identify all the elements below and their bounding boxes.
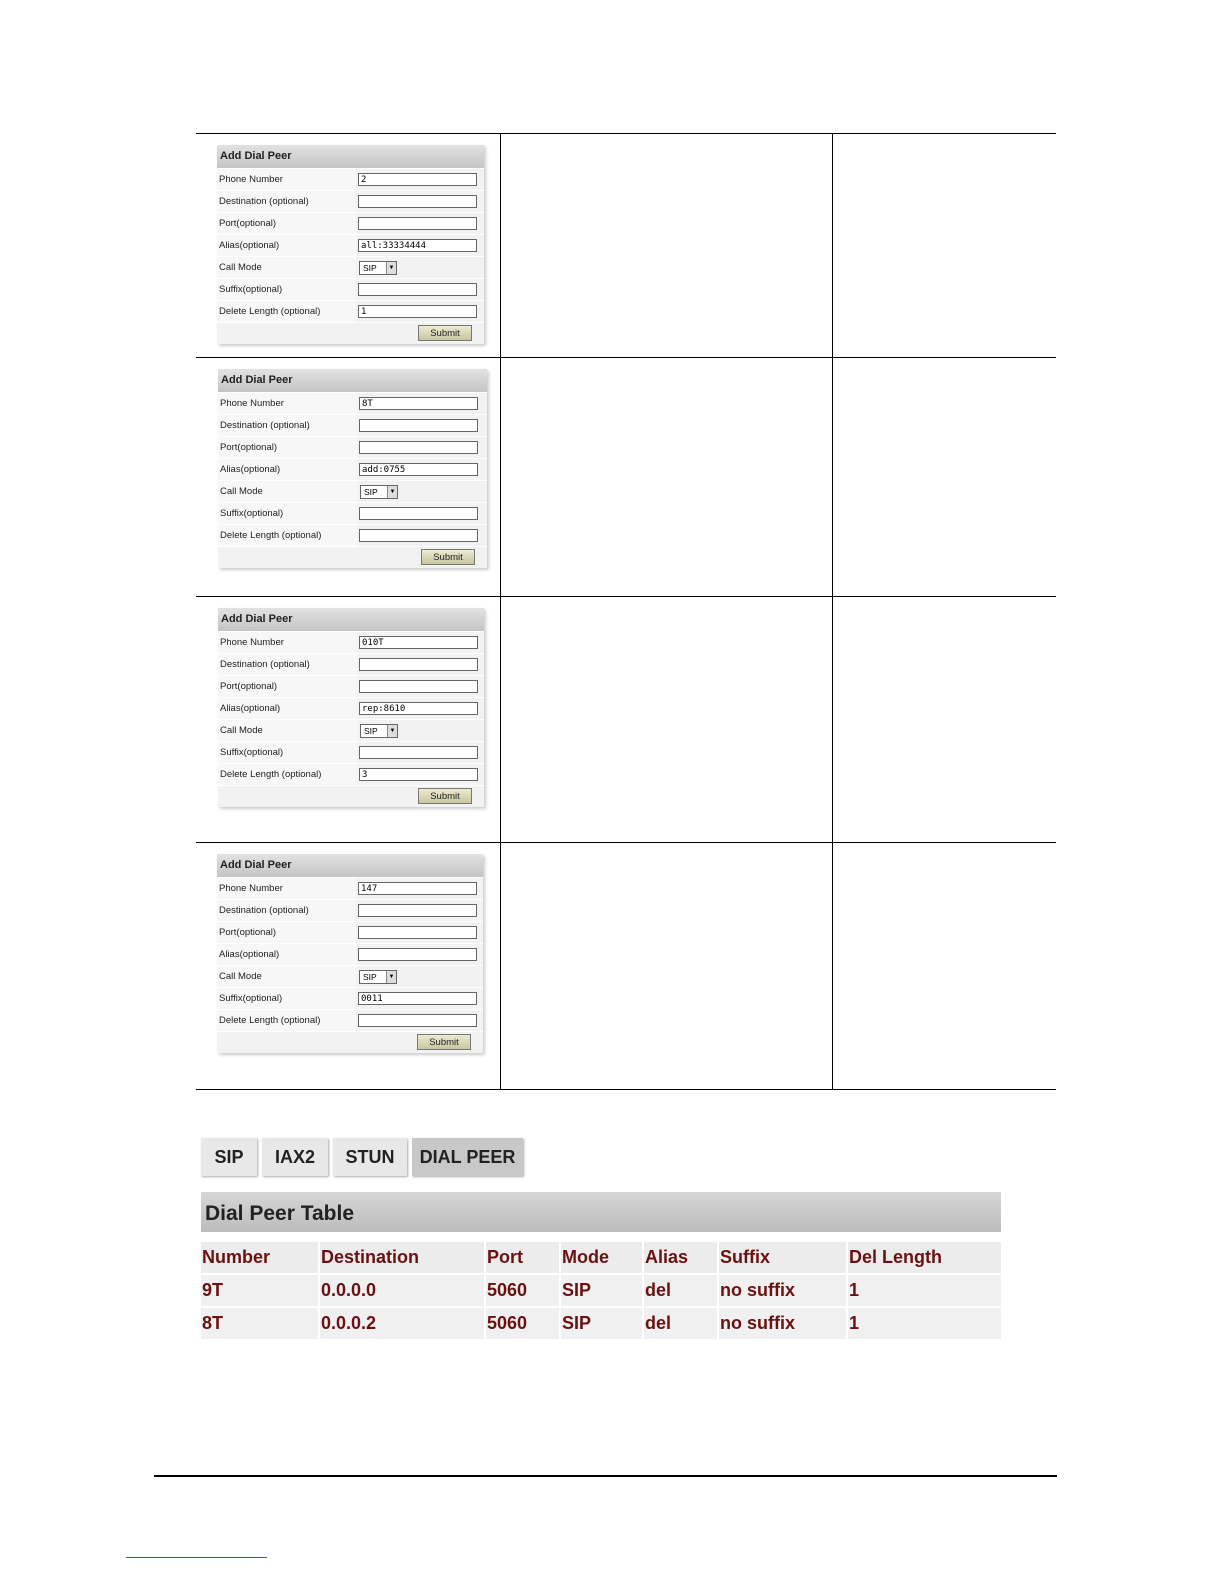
table-cell: 5060 <box>484 1308 559 1339</box>
suffix-label: Suffix(optional) <box>218 503 357 524</box>
column-header: Mode <box>559 1242 642 1273</box>
table-header-row <box>201 1240 1001 1273</box>
dial-peer-table-title: Dial Peer Table <box>201 1192 1001 1232</box>
suffix-input[interactable] <box>359 746 478 759</box>
table-cell: no suffix <box>717 1308 846 1339</box>
doc-row-3 <box>196 597 1056 843</box>
table-cell: 0.0.0.0 <box>318 1275 484 1306</box>
table-cell: 0.0.0.2 <box>318 1308 484 1339</box>
delete-length-input[interactable] <box>358 1014 477 1027</box>
add-dial-peer-form-1 <box>217 145 484 344</box>
settings-tabs <box>201 1138 523 1176</box>
alias-label: Alias(optional) <box>217 235 356 256</box>
destination-label: Destination (optional) <box>218 415 357 436</box>
tab-stun[interactable]: STUN <box>333 1138 407 1176</box>
port-input[interactable] <box>359 680 478 693</box>
form-title: Add Dial Peer <box>217 145 484 168</box>
footer-divider <box>154 1475 1057 1477</box>
doc-row-1 <box>196 134 1056 358</box>
destination-input[interactable] <box>359 419 478 432</box>
call-mode-label: Call Mode <box>217 257 356 278</box>
table-cell: 1 <box>846 1308 1001 1339</box>
tab-dial-peer[interactable]: DIAL PEER <box>412 1138 523 1176</box>
delete-length-label: Delete Length (optional) <box>217 1010 356 1031</box>
destination-label: Destination (optional) <box>218 654 357 675</box>
alias-label: Alias(optional) <box>218 698 357 719</box>
delete-length-input[interactable]: 1 <box>358 305 477 318</box>
table-cell: 1 <box>846 1275 1001 1306</box>
table-row <box>201 1306 1001 1339</box>
column-header: Del Length <box>846 1242 1001 1273</box>
phone-number-input[interactable]: 010T <box>359 636 478 649</box>
call-mode-value: SIP <box>363 262 377 273</box>
column-header: Destination <box>318 1242 484 1273</box>
delete-length-input[interactable]: 3 <box>359 768 478 781</box>
footer-link-underline <box>126 1557 267 1558</box>
phone-number-label: Phone Number <box>218 393 357 414</box>
submit-button[interactable]: Submit <box>418 325 472 341</box>
doc-row-4 <box>196 843 1056 1090</box>
call-mode-select[interactable] <box>359 261 397 275</box>
phone-number-label: Phone Number <box>218 632 357 653</box>
submit-button[interactable]: Submit <box>418 788 472 804</box>
table-cell: del <box>642 1308 717 1339</box>
port-label: Port(optional) <box>217 922 356 943</box>
suffix-label: Suffix(optional) <box>218 742 357 763</box>
phone-number-input[interactable]: 2 <box>358 173 477 186</box>
delete-length-label: Delete Length (optional) <box>218 525 357 546</box>
delete-length-label: Delete Length (optional) <box>217 301 356 322</box>
call-mode-label: Call Mode <box>217 966 356 987</box>
port-label: Port(optional) <box>218 437 357 458</box>
column-header: Alias <box>642 1242 717 1273</box>
add-dial-peer-form-4 <box>217 854 483 1053</box>
table-cell: no suffix <box>717 1275 846 1306</box>
column-header: Number <box>202 1247 271 1267</box>
table-cell: 8T <box>202 1313 224 1333</box>
table-row <box>201 1273 1001 1306</box>
dial-peer-table <box>201 1192 1001 1339</box>
phone-number-label: Phone Number <box>217 169 356 190</box>
column-header: Port <box>484 1242 559 1273</box>
call-mode-value: SIP <box>363 971 377 982</box>
add-dial-peer-form-2 <box>218 369 487 568</box>
destination-input[interactable] <box>358 195 477 208</box>
call-mode-select[interactable] <box>360 485 398 499</box>
form-title: Add Dial Peer <box>218 369 487 392</box>
alias-label: Alias(optional) <box>217 944 356 965</box>
call-mode-value: SIP <box>364 486 378 497</box>
alias-label: Alias(optional) <box>218 459 357 480</box>
port-label: Port(optional) <box>217 213 356 234</box>
suffix-input[interactable] <box>359 507 478 520</box>
call-mode-label: Call Mode <box>218 481 357 502</box>
tab-iax2[interactable]: IAX2 <box>262 1138 328 1176</box>
document-table <box>196 133 1056 1091</box>
destination-input[interactable] <box>359 658 478 671</box>
phone-number-input[interactable]: 8T <box>359 397 478 410</box>
alias-input[interactable]: add:0755 <box>359 463 478 476</box>
suffix-label: Suffix(optional) <box>217 988 356 1009</box>
table-cell: 5060 <box>484 1275 559 1306</box>
destination-label: Destination (optional) <box>217 191 356 212</box>
alias-input[interactable]: all:33334444 <box>358 239 477 252</box>
submit-button[interactable]: Submit <box>421 549 475 565</box>
chevron-down-icon: ▼ <box>386 262 396 274</box>
column-header: Suffix <box>717 1242 846 1273</box>
call-mode-select[interactable] <box>360 724 398 738</box>
table-cell: SIP <box>559 1308 642 1339</box>
phone-number-input[interactable]: 147 <box>358 882 477 895</box>
delete-length-input[interactable] <box>359 529 478 542</box>
table-cell: 9T <box>202 1280 224 1300</box>
delete-length-label: Delete Length (optional) <box>218 764 357 785</box>
tab-sip[interactable]: SIP <box>201 1138 257 1176</box>
port-input[interactable] <box>358 217 477 230</box>
suffix-input[interactable]: 0011 <box>358 992 477 1005</box>
table-cell: del <box>642 1275 717 1306</box>
destination-label: Destination (optional) <box>217 900 356 921</box>
form-title: Add Dial Peer <box>218 608 484 631</box>
alias-input[interactable] <box>358 948 477 961</box>
doc-row-2 <box>196 358 1056 597</box>
call-mode-select[interactable] <box>359 970 397 984</box>
chevron-down-icon: ▼ <box>386 971 396 983</box>
port-label: Port(optional) <box>218 676 357 697</box>
suffix-label: Suffix(optional) <box>217 279 356 300</box>
phone-number-label: Phone Number <box>217 878 356 899</box>
destination-input[interactable] <box>358 904 477 917</box>
alias-input[interactable]: rep:8610 <box>359 702 478 715</box>
add-dial-peer-form-3 <box>218 608 484 807</box>
call-mode-label: Call Mode <box>218 720 357 741</box>
submit-button[interactable]: Submit <box>417 1034 471 1050</box>
chevron-down-icon: ▼ <box>387 486 397 498</box>
chevron-down-icon: ▼ <box>387 725 397 737</box>
port-input[interactable] <box>358 926 477 939</box>
port-input[interactable] <box>359 441 478 454</box>
form-title: Add Dial Peer <box>217 854 483 877</box>
suffix-input[interactable] <box>358 283 477 296</box>
table-cell: SIP <box>559 1275 642 1306</box>
call-mode-value: SIP <box>364 725 378 736</box>
